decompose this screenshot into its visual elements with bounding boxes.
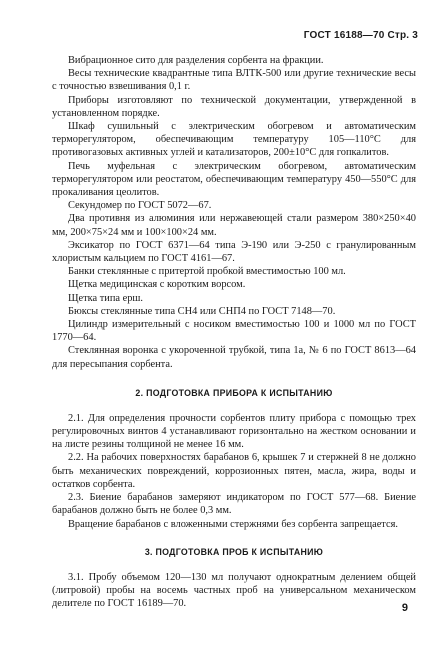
paragraph: Два противня из алюминия или нержавеющей стали размером 380×250×40 мм, 200×75×24 мм и 100×100×24 мм. [52, 213, 416, 238]
page-number: 9 [401, 602, 408, 614]
section-heading: 3. ПОДГОТОВКА ПРОБ К ИСПЫТАНИЮ [144, 546, 324, 557]
paragraph: Секундомер по ГОСТ 5072—67. [68, 200, 212, 212]
page-body [52, 54, 416, 610]
paragraph: 2.1. Для определения прочности сорбентов плиту прибора с помощью трех регулировочных винтов 4 устанавливают горизонтально на жестком основании и на листе резины толщиной не менее 16 мм. [52, 412, 416, 451]
paragraph: Щетка медицинская с коротким ворсом. [68, 279, 246, 291]
section-heading: 2. ПОДГОТОВКА ПРИБОРА К ИСПЫТАНИЮ [135, 387, 333, 398]
paragraph: 3.1. Пробу объемом 120—130 мл получают однократным делением общей (литровой) пробы на восемь частных проб на универсальном механическом делителе по ГОСТ 16189—70. [52, 571, 416, 610]
page-header: ГОСТ 16188—70 Стр. 3 [303, 30, 418, 41]
paragraph: Весы технические квадрантные типа ВЛТК-500 или другие технические весы с точностью взвешивания 0,1 г. [52, 68, 416, 93]
paragraph: Вращение барабанов с вложенными стержнями без сорбента запрещается. [68, 518, 398, 530]
paragraph: Эксикатор по ГОСТ 6371—64 типа Э-190 или Э-250 с гранулированным хлористым кальцием по ГОСТ 4161—67. [52, 239, 416, 265]
paragraph: Печь муфельная с электрическим обогревом, автоматическим терморегулятором или реостатом, обеспечивающим температуру 450—550°С для прокаливания цеолитов. [52, 160, 416, 199]
paragraph: 2.3. Биение барабанов замеряют индикатором по ГОСТ 577—68. Биение барабанов должно быть не более 0,3 мм. [52, 492, 416, 517]
paragraph: 2.2. На рабочих поверхностях барабанов 6, крышек 7 и стержней 8 не должно быть механических повреждений, коррозионных пятен, масла, жира, воды и остатков сорбента. [52, 452, 416, 490]
paragraph: Цилиндр измерительный с носиком вместимостью 100 и 1000 мл по ГОСТ 1770—64. [52, 319, 416, 344]
paragraph: Банки стеклянные с притертой пробкой вместимостью 100 мл. [68, 266, 346, 278]
paragraph: Бюксы стеклянные типа СН4 или СНП4 по ГОСТ 7148—70. [68, 305, 336, 317]
paragraph: Стеклянная воронка с укороченной трубкой, типа 1а, № 6 по ГОСТ 8613—64 для пересыпания сорбента. [52, 345, 416, 370]
paragraph: Шкаф сушильный с электрическим обогревом и автоматическим терморегулятором, обеспечивающим температуру 105—110°С для противогазовых активных углей и катализаторов, 200±10°С для гопкалитов. [52, 121, 416, 159]
paragraph: Приборы изготовляют по технической документации, утвержденной в установленном порядке. [52, 94, 416, 119]
paragraph: Щетка типа ерш. [68, 292, 144, 304]
paragraph: Вибрационное сито для разделения сорбента на фракции. [68, 55, 324, 66]
